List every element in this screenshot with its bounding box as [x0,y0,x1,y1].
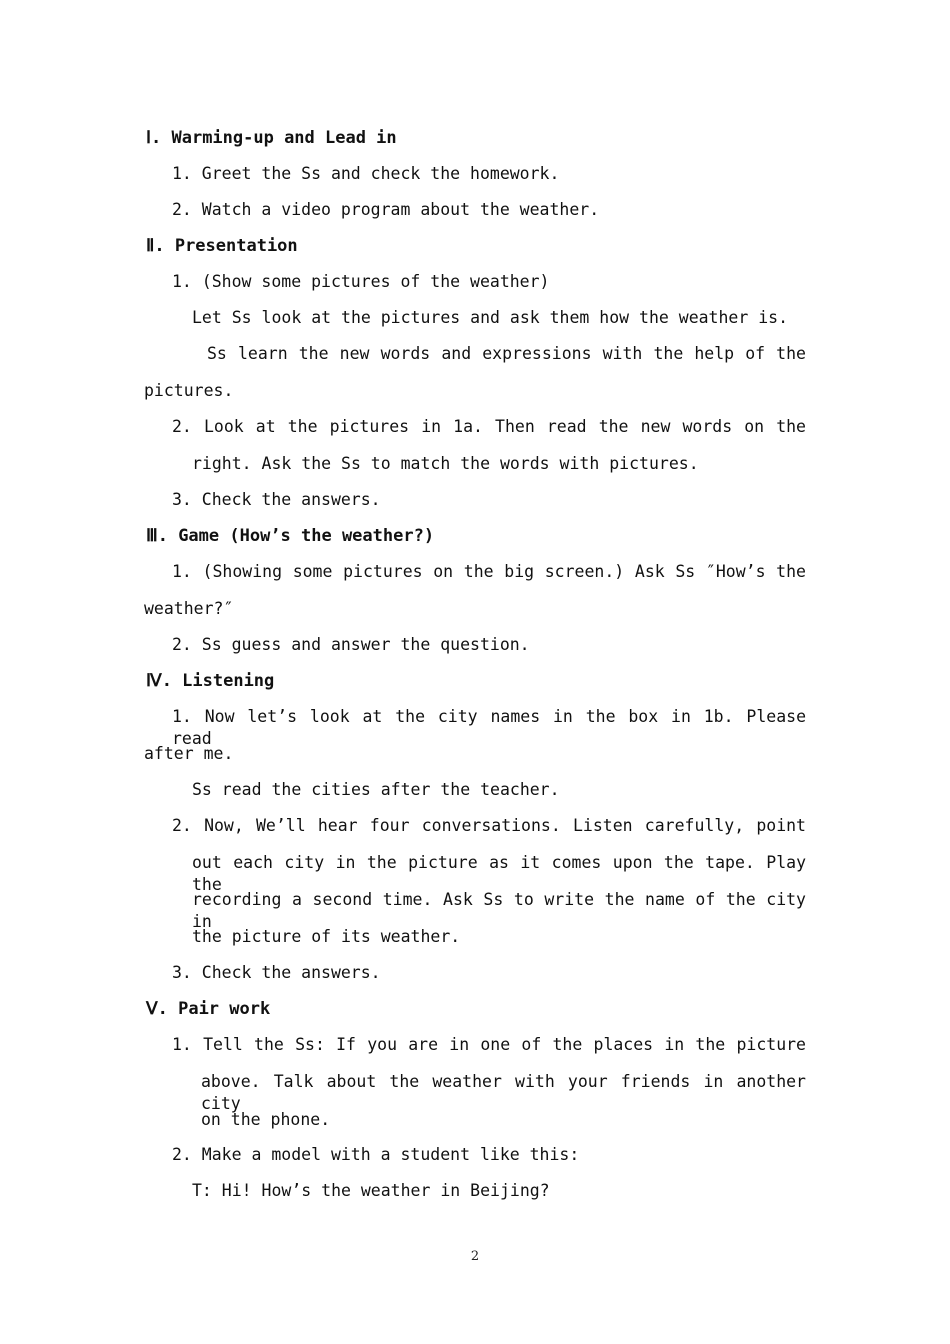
step-line: 1. (Show some pictures of the weather) [172,272,550,291]
section-heading-warming-up: Ⅰ. Warming-up and Lead in [146,128,397,148]
step-line: 2. Look at the pictures in 1a. Then read the new words on the [172,417,806,436]
step-line: T: Hi! How’s the weather in Beijing? [192,1181,550,1200]
step-line: 3. Check the answers. [172,490,381,509]
section-heading-game: Ⅲ. Game (How’s the weather?) [146,526,435,546]
step-line: 3. Check the answers. [172,963,381,982]
section-heading-listening: Ⅳ. Listening [146,671,275,691]
section-heading-pair-work: Ⅴ. Pair work [146,999,271,1019]
step-line: 1. Greet the Ss and check the homework. [172,164,560,183]
section-heading-presentation: Ⅱ. Presentation [146,236,298,256]
step-line: recording a second time. Ask Ss to write the name of the city in [192,890,806,931]
step-line: above. Talk about the weather with your friends in another city [201,1072,806,1113]
step-line: 2. Ss guess and answer the question. [172,635,530,654]
step-line: out each city in the picture as it comes upon the tape. Play the [192,853,806,894]
step-line: pictures. [144,381,234,400]
step-line: Ss learn the new words and expressions with the help of the [207,344,806,363]
step-line: Ss read the cities after the teacher. [192,780,560,799]
step-line: the picture of its weather. [192,927,461,946]
step-line: Let Ss look at the pictures and ask them how the weather is. [192,308,789,327]
step-line: 1. Now let’s look at the city names in the box in 1b. Please read [172,707,806,748]
step-line: 2. Watch a video program about the weather. [172,200,600,219]
step-line: 2. Now, We’ll hear four conversations. Listen carefully, point [172,816,806,835]
step-line: 1. Tell the Ss: If you are in one of the places in the picture [172,1035,806,1054]
step-line: 1. (Showing some pictures on the big screen.) Ask Ss ″How’s the [172,562,806,581]
step-line: after me. [144,744,234,763]
step-line: on the phone. [201,1110,331,1129]
page-number: 2 [470,1249,480,1264]
step-line: right. Ask the Ss to match the words with pictures. [192,454,699,473]
step-line: weather?″ [144,599,234,618]
step-line: 2. Make a model with a student like this: [172,1145,580,1164]
